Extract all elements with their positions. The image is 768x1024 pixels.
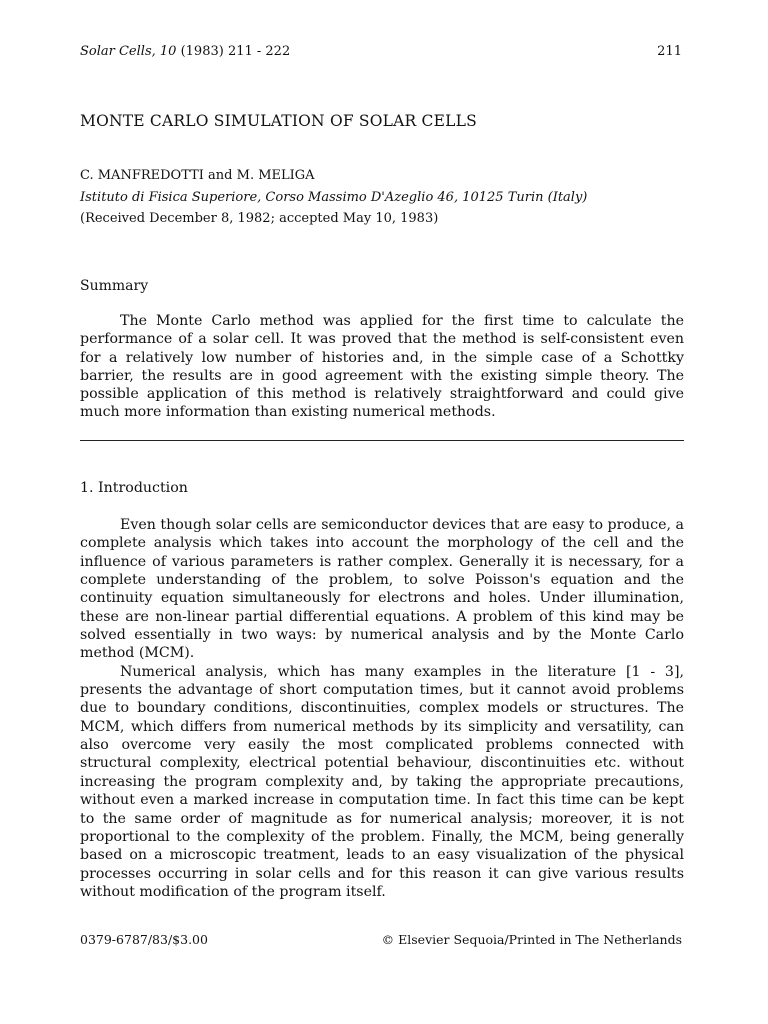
summary-text: The Monte Carlo method was applied for the first time to calculate the performance of a solar cell. It was proved that the method is self-consistent even for a relatively low number of histories and, in the simple case of a Schottky barrier, the results are in good agreement with the existing simple theory. The possible application of this method is relatively straightforward and could give much more information than existing numerical methods. xyxy=(80,313,684,421)
price-code: 0379-6787/83/$3.00 xyxy=(80,932,208,947)
paragraph: Numerical analysis, which has many examples in the literature [1 - 3], presents the advantage of short computation times, but it cannot avoid problems due to boundary conditions, discontinuities, complex models or structures. The MCM, which differs from numerical methods by its simplicity and versatility, can also overcome very easily the most complicated problems connected with structural complexity, electrical potential behaviour, discontinuities etc. without increasing the program complexity and, by taking the appropriate precautions, without even a marked increase in computation time. In fact this time can be kept to the same order of magnitude as for numerical analysis; moreover, it is not proportional to the complexity of the problem. Finally, the MCM, being generally based on a microscopic treatment, leads to an easy visualization of the physical processes occurring in solar cells and for this reason it can give various results without modification of the program itself. xyxy=(80,663,684,900)
journal-year-pages: (1983) 211 - 222 xyxy=(180,44,291,59)
introduction-body xyxy=(80,516,684,901)
running-head xyxy=(80,44,682,59)
affiliation: Istituto di Fisica Superiore, Corso Massimo D'Azeglio 46, 10125 Turin (Italy) xyxy=(80,190,588,205)
page-footer xyxy=(80,932,682,947)
introduction-heading: 1. Introduction xyxy=(80,480,188,496)
page-number: 211 xyxy=(657,44,682,59)
summary-heading: Summary xyxy=(80,278,149,294)
journal-name: Solar Cells, xyxy=(80,44,156,59)
paper-title: MONTE CARLO SIMULATION OF SOLAR CELLS xyxy=(80,112,477,130)
paragraph: Even though solar cells are semiconductor devices that are easy to produce, a complete analysis which takes into account the morphology of the cell and the influence of various parameters is rather complex. Generally it is necessary, for a complete understanding of the problem, to solve Poisson's equation and the continuity equation simultaneously for electrons and holes. Under illumination, these are non-linear partial differential equations. A problem of this kind may be solved essentially in two ways: by numerical analysis and by the Monte Carlo method (MCM). xyxy=(80,517,684,662)
section-divider xyxy=(80,440,684,441)
journal-citation xyxy=(80,44,290,59)
author-list: C. MANFREDOTTI and M. MELIGA xyxy=(80,168,315,183)
received-dates: (Received December 8, 1982; accepted May 10, 1983) xyxy=(80,211,439,226)
publisher-line: © Elsevier Sequoia/Printed in The Netherlands xyxy=(381,932,682,947)
journal-volume: 10 xyxy=(159,44,177,59)
